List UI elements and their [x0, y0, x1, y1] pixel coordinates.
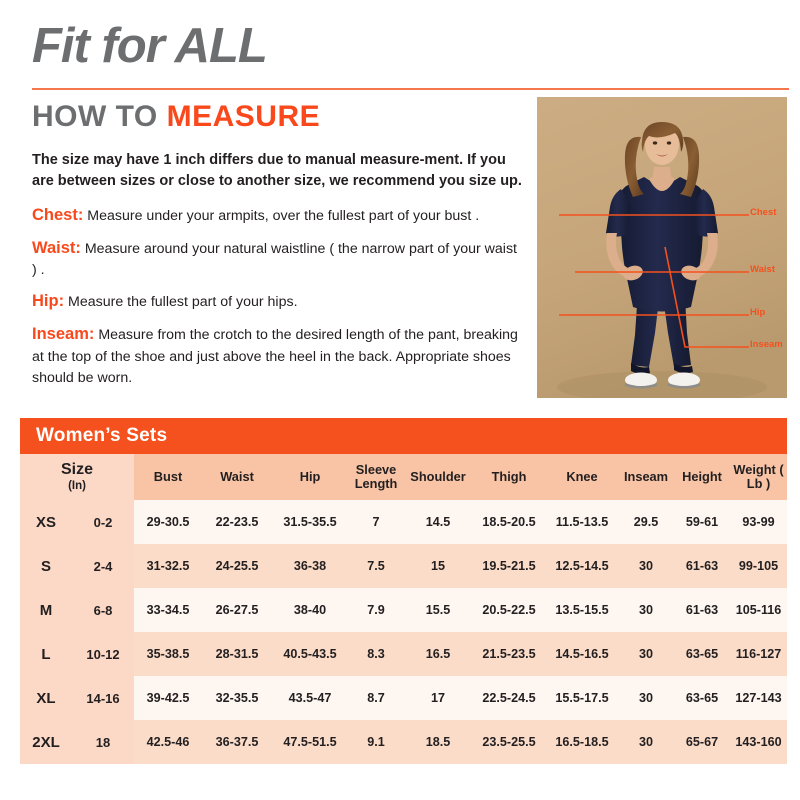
instructions-block	[32, 150, 522, 397]
cell-sleeve-length: 8.7	[348, 676, 404, 720]
instructions-intro: The size may have 1 inch differs due to manual measure-ment. If you are between sizes or close to another size, we recommend you size up.	[32, 152, 522, 190]
cell-numeric-size: 10-12	[72, 632, 134, 676]
cell-size: XS	[20, 500, 72, 544]
column-header-shoulder: Shoulder	[404, 454, 472, 500]
cell-inseam: 29.5	[618, 500, 674, 544]
cell-numeric-size: 2-4	[72, 544, 134, 588]
callout-label-waist: Waist	[750, 264, 775, 275]
cell-thigh: 22.5-24.5	[472, 676, 546, 720]
cell-size: 2XL	[20, 720, 72, 764]
measure-item-inseam	[32, 323, 522, 388]
cell-bust: 35-38.5	[134, 632, 202, 676]
column-header-hip: Hip	[272, 454, 348, 500]
cell-shoulder: 17	[404, 676, 472, 720]
cell-knee: 13.5-15.5	[546, 588, 618, 632]
measure-label-chest: Chest:	[32, 205, 84, 224]
measure-item-hip	[32, 290, 522, 314]
measure-item-waist	[32, 237, 522, 282]
table-row	[20, 632, 787, 676]
column-header-size	[20, 454, 134, 500]
cell-waist: 22-23.5	[202, 500, 272, 544]
title-divider	[32, 88, 789, 90]
page-title: Fit for ALL	[32, 19, 267, 73]
callout-label-hip: Hip	[750, 307, 766, 318]
cell-inseam: 30	[618, 632, 674, 676]
measure-label-inseam: Inseam:	[32, 324, 95, 343]
cell-waist: 26-27.5	[202, 588, 272, 632]
cell-hip: 40.5-43.5	[272, 632, 348, 676]
measure-label-waist: Waist:	[32, 238, 81, 257]
cell-height: 61-63	[674, 544, 730, 588]
cell-waist: 36-37.5	[202, 720, 272, 764]
cell-sleeve-length: 9.1	[348, 720, 404, 764]
cell-size: M	[20, 588, 72, 632]
table-header	[20, 454, 787, 500]
table-row	[20, 720, 787, 764]
table-row	[20, 544, 787, 588]
cell-height: 63-65	[674, 632, 730, 676]
cell-numeric-size: 14-16	[72, 676, 134, 720]
column-header-thigh: Thigh	[472, 454, 546, 500]
table-row	[20, 676, 787, 720]
column-header-bust: Bust	[134, 454, 202, 500]
section-title	[32, 102, 320, 132]
cell-weight: 127-143	[730, 676, 787, 720]
cell-hip: 31.5-35.5	[272, 500, 348, 544]
cell-knee: 15.5-17.5	[546, 676, 618, 720]
cell-shoulder: 16.5	[404, 632, 472, 676]
cell-size: XL	[20, 676, 72, 720]
measure-text-waist: Measure around your natural waistline ( the narrow part of your waist ) .	[32, 240, 517, 279]
cell-size: L	[20, 632, 72, 676]
size-header-main: Size	[61, 461, 94, 479]
cell-thigh: 23.5-25.5	[472, 720, 546, 764]
section-title-accent: MEASURE	[166, 100, 321, 133]
column-header-inseam: Inseam	[618, 454, 674, 500]
cell-bust: 42.5-46	[134, 720, 202, 764]
cell-shoulder: 14.5	[404, 500, 472, 544]
column-header-knee: Knee	[546, 454, 618, 500]
cell-waist: 28-31.5	[202, 632, 272, 676]
cell-sleeve-length: 8.3	[348, 632, 404, 676]
cell-knee: 11.5-13.5	[546, 500, 618, 544]
callout-label-chest: Chest	[750, 207, 777, 218]
cell-hip: 36-38	[272, 544, 348, 588]
cell-numeric-size: 6-8	[72, 588, 134, 632]
cell-thigh: 18.5-20.5	[472, 500, 546, 544]
cell-thigh: 21.5-23.5	[472, 632, 546, 676]
cell-height: 59-61	[674, 500, 730, 544]
measure-label-hip: Hip:	[32, 292, 65, 311]
cell-knee: 16.5-18.5	[546, 720, 618, 764]
cell-knee: 14.5-16.5	[546, 632, 618, 676]
cell-bust: 33-34.5	[134, 588, 202, 632]
cell-numeric-size: 18	[72, 720, 134, 764]
cell-bust: 39-42.5	[134, 676, 202, 720]
table-row	[20, 588, 787, 632]
column-header-weight: Weight ( Lb )	[730, 454, 787, 500]
cell-thigh: 19.5-21.5	[472, 544, 546, 588]
cell-bust: 31-32.5	[134, 544, 202, 588]
cell-sleeve-length: 7.5	[348, 544, 404, 588]
cell-waist: 24-25.5	[202, 544, 272, 588]
cell-numeric-size: 0-2	[72, 500, 134, 544]
cell-weight: 116-127	[730, 632, 787, 676]
photo-callout-labels	[537, 97, 787, 398]
cell-hip: 38-40	[272, 588, 348, 632]
model-photo	[537, 97, 787, 398]
callout-label-inseam: Inseam	[750, 339, 783, 350]
cell-bust: 29-30.5	[134, 500, 202, 544]
cell-shoulder: 15	[404, 544, 472, 588]
cell-weight: 93-99	[730, 500, 787, 544]
cell-hip: 43.5-47	[272, 676, 348, 720]
cell-weight: 99-105	[730, 544, 787, 588]
section-title-plain: HOW TO	[32, 100, 167, 133]
cell-size: S	[20, 544, 72, 588]
measure-text-inseam: Measure from the crotch to the desired length of the pant, breaking at the top of the shoe and just above the heel in the back. Appropriate shoes should be worn.	[32, 326, 518, 386]
cell-knee: 12.5-14.5	[546, 544, 618, 588]
cell-height: 65-67	[674, 720, 730, 764]
cell-inseam: 30	[618, 720, 674, 764]
size-chart	[20, 418, 787, 764]
cell-hip: 47.5-51.5	[272, 720, 348, 764]
cell-inseam: 30	[618, 544, 674, 588]
cell-waist: 32-35.5	[202, 676, 272, 720]
cell-shoulder: 18.5	[404, 720, 472, 764]
cell-shoulder: 15.5	[404, 588, 472, 632]
table-body	[20, 500, 787, 764]
cell-sleeve-length: 7.9	[348, 588, 404, 632]
table-row	[20, 500, 787, 544]
cell-thigh: 20.5-22.5	[472, 588, 546, 632]
cell-inseam: 30	[618, 676, 674, 720]
column-header-waist: Waist	[202, 454, 272, 500]
cell-sleeve-length: 7	[348, 500, 404, 544]
cell-inseam: 30	[618, 588, 674, 632]
cell-weight: 143-160	[730, 720, 787, 764]
column-header-sleeve-length: Sleeve Length	[348, 454, 404, 500]
measure-text-chest: Measure under your armpits, over the fullest part of your bust .	[87, 207, 480, 224]
cell-height: 63-65	[674, 676, 730, 720]
table-header-row	[20, 454, 787, 500]
cell-height: 61-63	[674, 588, 730, 632]
cell-weight: 105-116	[730, 588, 787, 632]
measure-text-hip: Measure the fullest part of your hips.	[68, 294, 298, 311]
column-header-height: Height	[674, 454, 730, 500]
size-header-sub: (In)	[68, 480, 86, 493]
table-banner: Women’s Sets	[20, 418, 787, 454]
size-table	[20, 454, 787, 764]
measure-item-chest	[32, 204, 522, 228]
